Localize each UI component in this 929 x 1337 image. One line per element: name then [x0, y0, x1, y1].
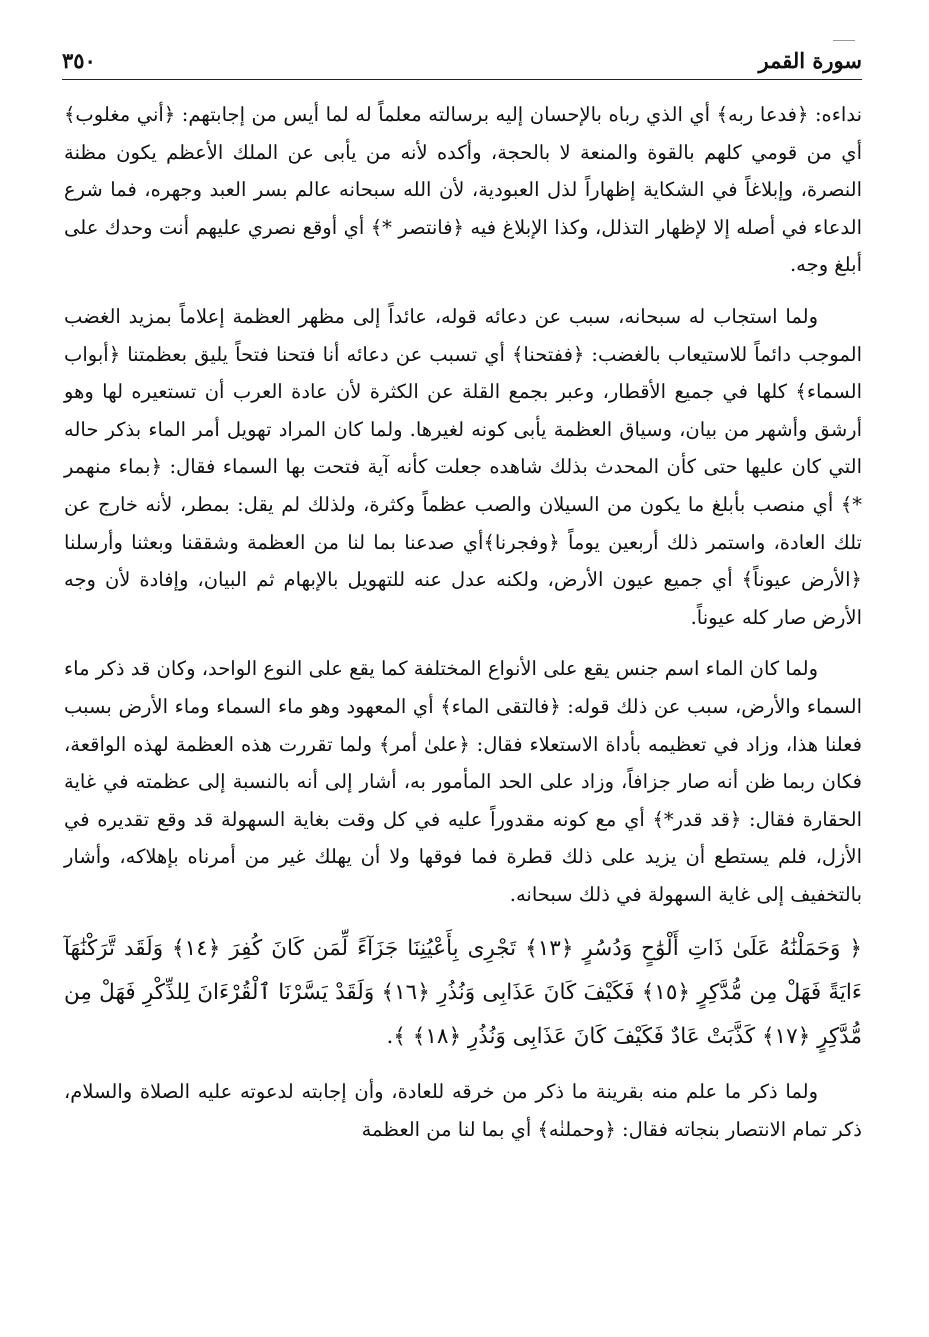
- commentary-body: [64, 96, 862, 1163]
- paragraph-2: ولما استجاب له سبحانه، سبب عن دعائه قوله، عائداً إلى مظهر العظمة إعلاماً بمزيد الغضب الموجب دائماً للاستيعاب بالغضب: ﴿ففتحنا﴾ أي تسبب عن دعائه أنا فتحنا فتحاً يليق بعظمتنا ﴿أبواب السماء﴾ كلها في جميع الأقطار، وعبر بجمع القلة عن الكثرة لأن عادة العرب أن تستعيره لها وهو أرشق وأشهر من بيان، وسياق العظمة يأبى كونه لغيرها. ولما كان المراد تهويل أمر الماء بذكر حاله التي كان عليها حتى كأن المحدث بذلك شاهده جعلت كأنه آية فتحت بها السماء فقال: ﴿بماء منهمر *﴾ أي منصب بأبلغ ما يكون من السيلان والصب عظماً وكثرة، ولذلك لم يقل: بمطر، لأنه خارج عن تلك العادة، واستمر ذلك أربعين يوماً ﴿وفجرنا﴾أي صدعنا بما لنا من العظمة وشققنا وبعثنا وأرسلنا ﴿الأرض عيوناً﴾ أي جميع عيون الأرض، ولكنه عدل عنه للتهويل بالإبهام ثم البيان، وإفادة لأن وجه الأرض صار كله عيوناً.: [64, 304, 862, 629]
- paragraph-1: نداءه: ﴿فدعا ربه﴾ أي الذي رباه بالإحسان إليه برسالته معلماً له لما أيس من إجابتهم: ﴿أني مغلوب﴾ أي من قومي كلهم بالقوة والمنعة لا بالحجة، وأكده لأنه من يأبى عن الملك الأعظم يكون مظنة النصرة، وإبلاغاً في الشكاية إظهاراً لذل العبودية، لأن الله سبحانه عالم بسر العبد وجهره، فما شرع الدعاء في أصله إلا لإظهار التذلل، وكذا الإبلاغ فيه ﴿فانتصر *﴾ أي أوقع نصري عليهم أنت وحدك على أبلغ وجه.: [64, 103, 862, 277]
- header-rule: [62, 79, 862, 80]
- page-header: [62, 40, 862, 80]
- surah-title: سورة القمر: [758, 48, 862, 73]
- quran-verse-block: ﴿ وَحَمَلْنَٰهُ عَلَىٰ ذَاتِ أَلْوَٰحٍ وَدُسُرٍ ﴿١٣﴾ تَجْرِى بِأَعْيُنِنَا جَزَآءً لِّمَن كَانَ كُفِرَ ﴿١٤﴾ وَلَقَد تَّرَكْنَٰهَآ ءَايَةً فَهَلْ مِن مُّدَّكِرٍ ﴿١٥﴾ فَكَيْفَ كَانَ عَذَابِى وَنُذُرِ ﴿١٦﴾ وَلَقَدْ يَسَّرْنَا ٱلْقُرْءَانَ لِلذِّكْرِ فَهَلْ مِن مُّدَّكِرٍ ﴿١٧﴾ كَذَّبَتْ عَادٌ فَكَيْفَ كَانَ عَذَابِى وَنُذُرِ ﴿١٨﴾ ﴾.: [64, 936, 862, 1050]
- page-number: ٣٥٠: [62, 48, 96, 73]
- paragraph-4: ولما ذكر ما علم منه بقرينة ما ذكر من خرقه للعادة، وأن إجابته لدعوته عليه الصلاة والسلام، ذكر تمام الانتصار بنجاته فقال: ﴿وحملنٰه﴾ أي بما لنا من العظمة: [64, 1080, 862, 1142]
- paragraph-3: ولما كان الماء اسم جنس يقع على الأنواع المختلفة كما يقع على النوع الواحد، وكان قد ذكر ماء السماء والأرض، سبب عن ذلك قوله: ﴿فالتقى الماء﴾ أي المعهود وهو ماء السماء وماء الأرض بسبب فعلنا هذا، وزاد في تعظيمه بأداة الاستعلاء فقال: ﴿علىٰ أمر﴾ ولما تقررت هذه العظمة لهذه الواقعة، فكان ربما ظن أنه صار جزافاً، وزاد على الحد المأمور به، أشار إلى أنه بالنسبة إلى عظمته في غاية الحقارة فقال: ﴿قد قدر*﴾ أي مع كونه مقدوراً عليه في كل وقت بغاية السهولة قد وقع تقديره في الأزل، فلم يستطع أن يزيد على ذلك قطرة فما فوقها ولا أن يهلك غير من أمرناه بإهلاكه، وأشار بالتخفيف إلى غاية السهولة في ذلك سبحانه.: [64, 657, 862, 906]
